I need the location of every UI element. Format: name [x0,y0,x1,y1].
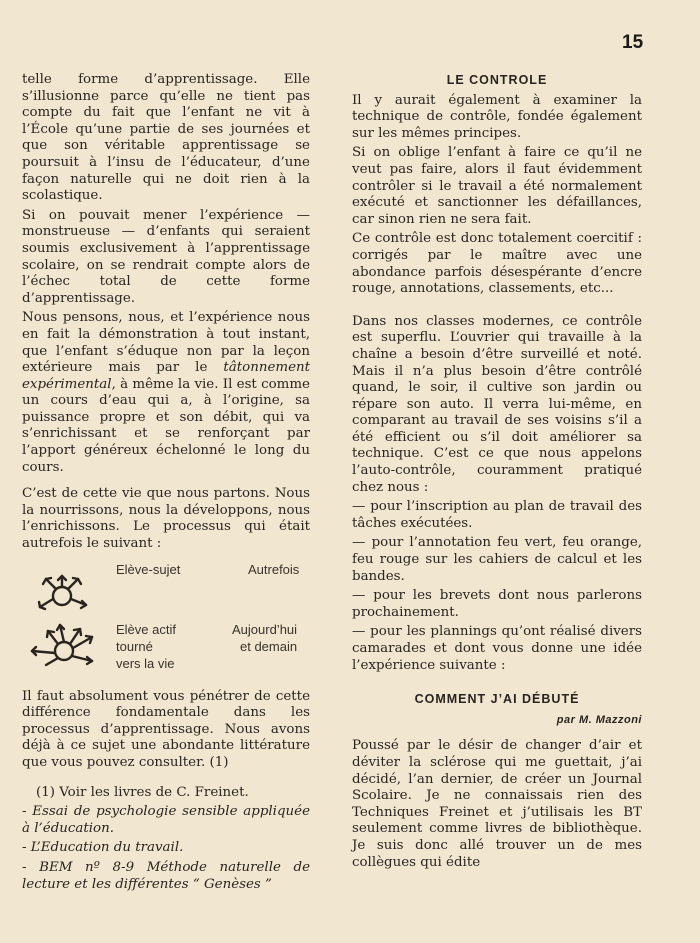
paragraph: Poussé par le désir de changer d’air et déviter la sclérose qui me guettait, j’ai décidé, l’an dernier, de créer un Journal Scolaire. Je ne connaissais rien des Techniques Freinet et j’utilisais les BT seulement comme livres de bibliothèque. Je suis donc allé trouver un de mes collègues qui édite [352,738,642,870]
left-column [22,72,310,896]
footnote: - Essai de psychologie sensible appliquée à l’éducation. [22,804,310,836]
section-heading: COMMENT J’AI DÉBUTÉ [414,692,580,707]
paragraph: Ce contrôle est donc totalement coercitif : corrigés par le maître avec une abondance parfois désespérante d’encre rouge, annotations, classements, etc... [352,231,642,297]
footnote: - BEM nº 8-9 Méthode naturelle de lecture et les différentes “ Genèses ” [22,859,310,892]
figure-label: vers la vie [116,655,175,671]
paragraph: C’est de cette vie que nous partons. Nous la nourrissons, nous la développons, nous l’enrichissons. Le processus qui était autrefois le suivant : [22,486,310,552]
paragraph: Si on oblige l’enfant à faire ce qu’il ne veut pas faire, alors il faut évidemment contrôler si le travail a été normalement exécuté et sanctionner les défaillances, car sinon rien ne sera fait. [352,145,642,227]
figure-time: et demain [240,638,298,654]
page-number: 15 [622,32,644,53]
list-item: — pour l’annotation feu vert, feu orange, feu rouge sur les cahiers de calcul et les bandes. [352,535,642,584]
paragraph: telle forme d’apprentissage. Elle s’illusionne parce qu’elle ne tient pas compte du fait que l’enfant ne vit à l’École qu’une partie de ses journées et que son véritable apprentissage se poursuit à l’insu de l’éducateur, d’une façon naturelle qui ne doit rien à la scolastique. [22,72,310,204]
paragraph: Il y aurait également à examiner la technique de contrôle, fondée également sur les mêmes principes. [352,92,642,141]
footnote: (1) Voir les livres de C. Freinet. [36,784,249,800]
right-column [352,72,642,874]
learning-figure [22,561,310,683]
italic-term: tâtonnement expérimental [22,360,310,392]
footnote: - L’Education du travail. [22,840,184,856]
list-item: — pour les plannings qu’ont réalisé divers camarades et dont vous donne une idée l’expérience suivante : [352,624,642,673]
paragraph: Dans nos classes modernes, ce contrôle est superflu. L’ouvrier qui travaille à la chaîne a besoin d’être surveillé et noté. Mais il n’a plus besoin d’être contrôlé quand, le soir, il cultive son jardin ou répare son auto. Il verra lui-même, en comparant au travail de ses voisins s’il a été efficient ou s’il doit améliorer sa technique. C’est ce que nous appelons l’auto-contrôle, couramment pratiqué chez nous : [352,313,642,495]
figure-time: Aujourd’hui [232,621,298,637]
list-item: — pour l’inscription au plan de travail des tâches exécutées. [352,499,642,531]
figure-label: Elève-sujet [116,561,181,577]
list-item: — pour les brevets dont nous parlerons prochainement. [352,588,642,620]
byline: par M. Mazzoni [556,713,642,726]
paragraph: Si on pouvait mener l’expérience — monstrueuse — d’enfants qui seraient soumis exclusivement à l’apprentissage scolaire, on se rendrait compte alors de l’échec total de cette forme d’apprentissage. [22,207,310,306]
figure-time: Autrefois [248,561,300,577]
active-pupil-icon [26,621,100,669]
paragraph: Il faut absolument vous pénétrer de cette différence fondamentale dans les processus d’apprentissage. Nous avons déjà à ce sujet une abondante littérature que vous pouvez consulter. (1) [22,688,310,770]
figure-label: Elève actif [116,621,176,637]
paragraph: Nous pensons, nous, et l’expérience nous en fait la démonstration à tout instant, que l’enfant s’éduque non par la leçon extérieure mais par le tâtonnement expérimental, à même la vie. Il est comme un cours d’eau qui a, à l’origine, sa puissance propre et son débit, qui va s’enrichissant et se renforçant par l’apport généreux échelonné le long du cours. [22,310,310,475]
section-heading: LE CONTROLE [446,73,548,87]
passive-pupil-icon [34,573,96,615]
figure-label: tourné [116,638,153,654]
